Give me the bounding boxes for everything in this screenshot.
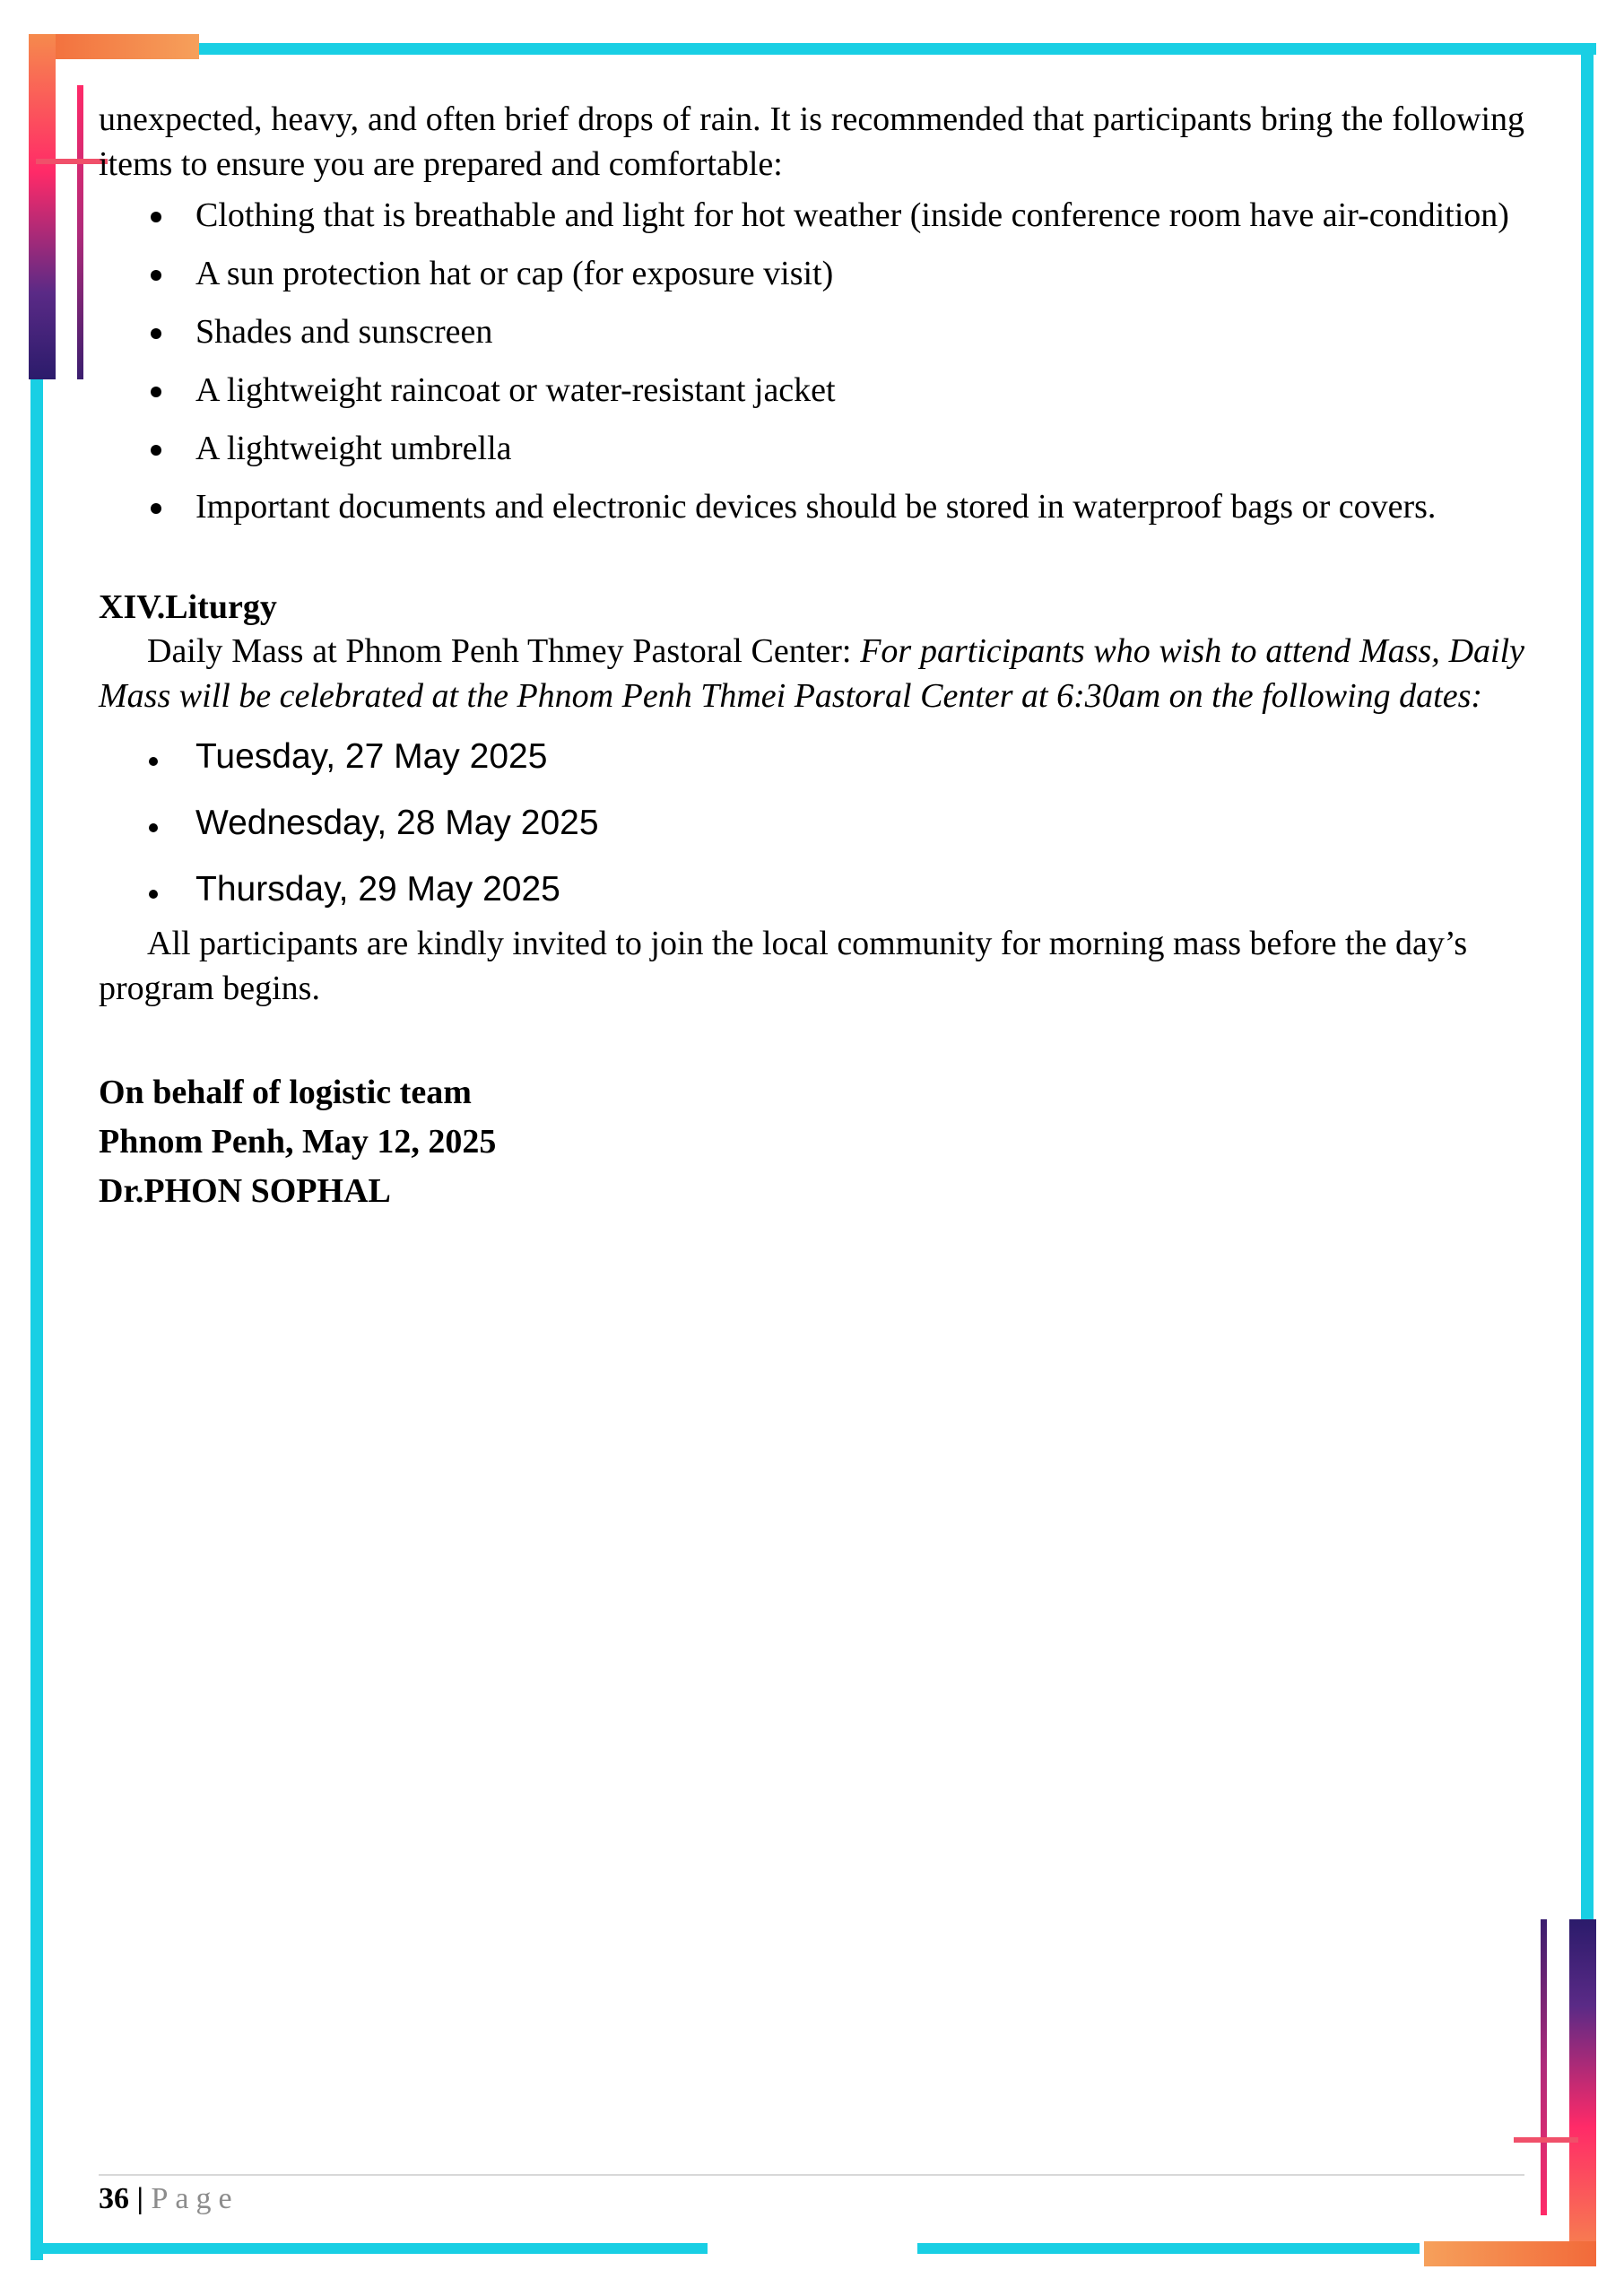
section-heading-liturgy: XIV.Liturgy: [99, 588, 277, 626]
corner-ornament-bottom-right-cross: [1514, 2137, 1578, 2143]
signature-block: [99, 1068, 1524, 1216]
list-item: Clothing that is breathable and light for hot weather (inside conference room have air-condition): [99, 190, 1524, 240]
signature-name: Dr.PHON SOPHAL: [99, 1172, 391, 1210]
corner-ornament-bottom-right-stripe: [1569, 1919, 1596, 2265]
list-item: Shades and sunscreen: [99, 307, 1524, 357]
page-label: Page: [151, 2182, 239, 2215]
corner-ornament-top-left-bar: [30, 34, 199, 59]
signature-date: Phnom Penh, May 12, 2025: [99, 1123, 497, 1161]
list-item: A lightweight raincoat or water-resistant jacket: [99, 365, 1524, 415]
corner-ornament-bottom-right-bar: [1424, 2241, 1596, 2266]
liturgy-closing-paragraph: All participants are kindly invited to join the local community for morning mass before the day’s program begins.: [99, 925, 1468, 1007]
page-footer: [99, 2181, 239, 2217]
corner-ornament-bottom-right-thin-stripe: [1541, 1919, 1547, 2215]
corner-ornament-top-left-thin-stripe: [77, 85, 83, 379]
liturgy-paragraph: [99, 629, 1524, 718]
liturgy-intro-plain: Daily Mass at Phnom Penh Thmey Pastoral Center:: [147, 632, 861, 670]
corner-ornament-top-left-stripe: [29, 34, 56, 379]
page-frame-bottom-left: [30, 2243, 708, 2254]
list-item: A sun protection hat or cap (for exposure visit): [99, 248, 1524, 299]
list-item: Important documents and electronic devices should be stored in waterproof bags or covers.: [99, 482, 1524, 532]
footer-separator: |: [136, 2182, 143, 2215]
page-number: 36: [99, 2182, 129, 2215]
page-frame-top: [197, 43, 1596, 55]
page-frame-bottom-right: [917, 2243, 1420, 2254]
list-item: Thursday, 29 May 2025: [99, 860, 1524, 926]
page-frame-right: [1581, 43, 1594, 1926]
mass-dates-list: [99, 727, 1524, 926]
packing-list: [99, 190, 1524, 532]
list-item: Tuesday, 27 May 2025: [99, 727, 1524, 794]
corner-ornament-top-left-cross: [36, 159, 108, 164]
page-frame-left: [30, 108, 43, 2260]
signature-line: On behalf of logistic team: [99, 1074, 472, 1111]
footer-divider: [99, 2174, 1524, 2176]
liturgy-intro-italic: For participants who wish to attend Mass, Daily Mass will be celebrated at the Phnom Penh Thmei Pastoral Center at 6:30am on the following dates:: [99, 632, 1525, 715]
list-item: A lightweight umbrella: [99, 423, 1524, 474]
page-content: [99, 97, 1524, 1216]
intro-paragraph: unexpected, heavy, and often brief drops of rain. It is recommended that participants bring the following items to ensure you are prepared and comfortable:: [99, 100, 1524, 183]
list-item: Wednesday, 28 May 2025: [99, 794, 1524, 860]
